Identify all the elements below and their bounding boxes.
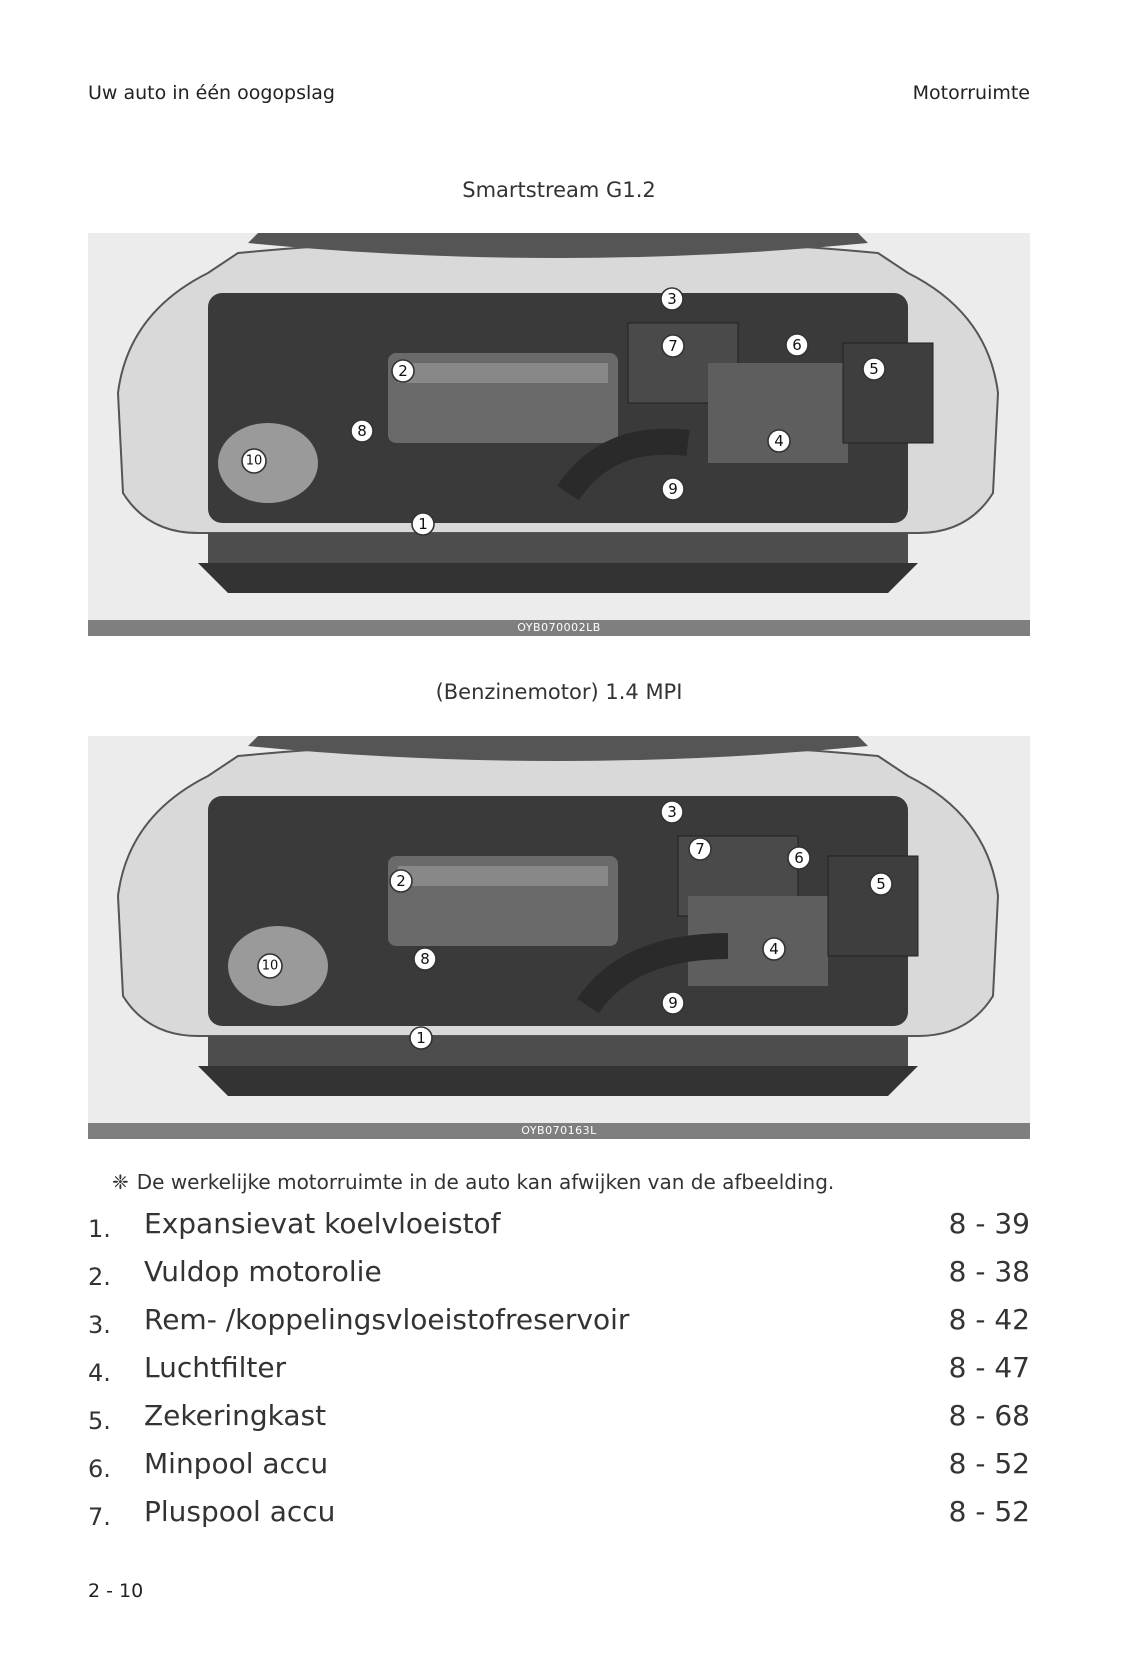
callout-9: 9 — [668, 994, 678, 1012]
item-page-ref: 8 - 39 — [948, 1207, 1030, 1240]
item-page-ref: 8 - 52 — [948, 1495, 1030, 1528]
item-number: 2. — [88, 1263, 111, 1291]
item-label: Luchtfilter — [144, 1351, 287, 1384]
item-number: 5. — [88, 1407, 111, 1435]
item-number: 1. — [88, 1215, 111, 1243]
item-label: Rem- /koppelingsvloeistofreservoir — [144, 1303, 630, 1336]
note-text: De werkelijke motorruimte in de auto kan afwijken van de afbeelding. — [136, 1170, 835, 1194]
callout-3: 3 — [667, 290, 677, 308]
running-header-topic: Motorruimte — [912, 82, 1030, 104]
callout-4: 4 — [769, 940, 779, 958]
callout-6: 6 — [794, 849, 804, 867]
figure-1-caption: Smartstream G1.2 — [462, 178, 656, 202]
item-page-ref: 8 - 47 — [948, 1351, 1030, 1384]
list-item — [88, 1301, 1030, 1349]
component-list — [88, 1205, 1030, 1541]
item-number: 4. — [88, 1359, 111, 1387]
callout-8: 8 — [357, 422, 367, 440]
list-item — [88, 1493, 1030, 1541]
item-label: Vuldop motorolie — [144, 1255, 382, 1288]
figure-2-code: OYB070163L — [88, 1123, 1030, 1139]
item-page-ref: 8 - 68 — [948, 1399, 1030, 1432]
item-number: 6. — [88, 1455, 111, 1483]
item-label: Minpool accu — [144, 1447, 329, 1480]
callout-1: 1 — [418, 515, 428, 533]
callout-7: 7 — [695, 840, 705, 858]
callout-5: 5 — [869, 360, 879, 378]
page-number: 2 - 10 — [88, 1580, 144, 1602]
item-label: Zekeringkast — [144, 1399, 327, 1432]
item-number: 7. — [88, 1503, 111, 1531]
item-page-ref: 8 - 42 — [948, 1303, 1030, 1336]
callout-5: 5 — [876, 875, 886, 893]
figure-1-code: OYB070002LB — [88, 620, 1030, 636]
callout-6: 6 — [792, 336, 802, 354]
callout-2: 2 — [398, 362, 408, 380]
running-header-section: Uw auto in één oogopslag — [88, 82, 335, 104]
list-item — [88, 1349, 1030, 1397]
item-page-ref: 8 - 38 — [948, 1255, 1030, 1288]
callout-9: 9 — [668, 480, 678, 498]
callout-1: 1 — [416, 1029, 426, 1047]
disclaimer-note — [112, 1170, 834, 1194]
list-item — [88, 1397, 1030, 1445]
note-symbol: ❈ — [112, 1170, 129, 1194]
item-label: Pluspool accu — [144, 1495, 336, 1528]
callout-3: 3 — [667, 803, 677, 821]
figure-2-caption: (Benzinemotor) 1.4 MPI — [435, 680, 683, 704]
callout-7: 7 — [668, 337, 678, 355]
item-label: Expansievat koelvloeistof — [144, 1207, 501, 1240]
engine-bay-illustration-1 — [88, 233, 1030, 620]
list-item — [88, 1253, 1030, 1301]
list-item — [88, 1205, 1030, 1253]
item-number: 3. — [88, 1311, 111, 1339]
item-page-ref: 8 - 52 — [948, 1447, 1030, 1480]
callout-10: 10 — [261, 958, 279, 974]
callout-8: 8 — [420, 950, 430, 968]
callout-10: 10 — [245, 453, 263, 469]
callout-2: 2 — [396, 872, 406, 890]
list-item — [88, 1445, 1030, 1493]
callout-4: 4 — [774, 432, 784, 450]
engine-bay-illustration-2 — [88, 736, 1030, 1123]
